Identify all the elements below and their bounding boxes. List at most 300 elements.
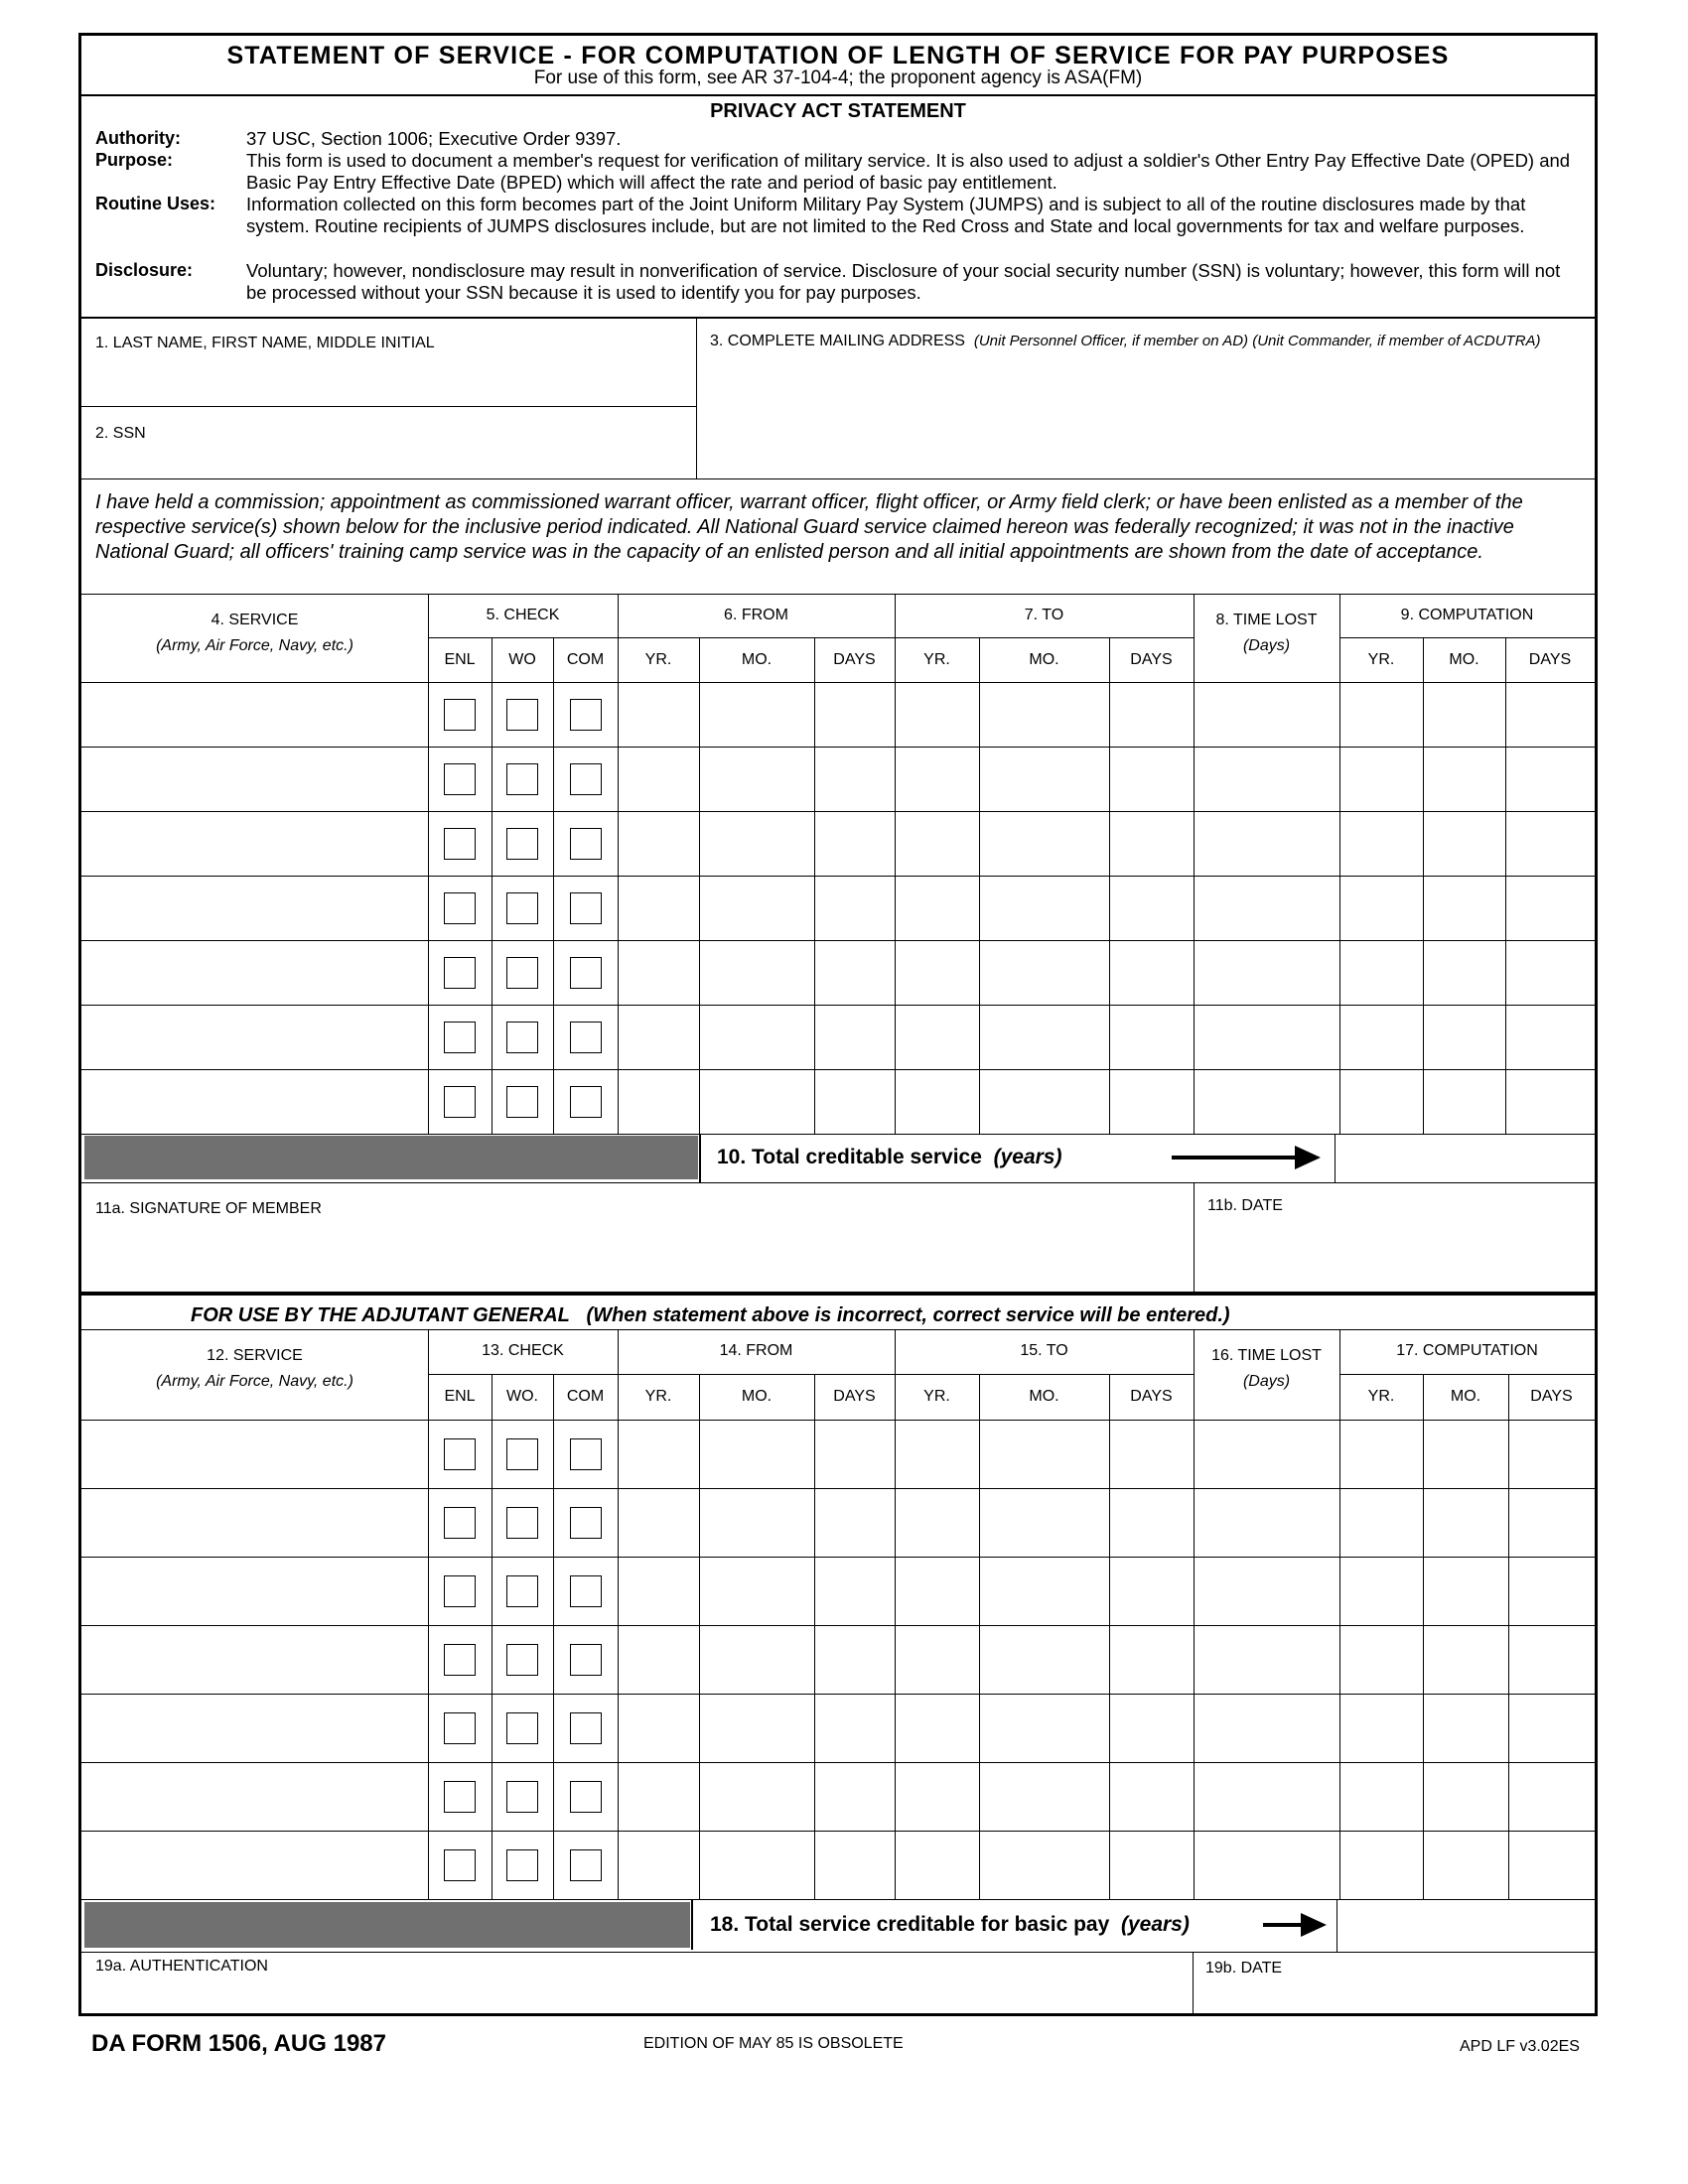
name-input-area[interactable] — [83, 351, 693, 395]
header-divider — [1339, 1374, 1595, 1375]
header-divider — [428, 637, 1194, 638]
from-days-cell[interactable] — [816, 1764, 893, 1829]
comp-mo-cell[interactable] — [1425, 1833, 1506, 1897]
comp-mo-cell[interactable] — [1425, 684, 1503, 745]
time-lost-cell[interactable] — [1196, 1833, 1337, 1897]
wo-checkbox[interactable] — [506, 957, 538, 989]
from-mo-cell[interactable] — [701, 1833, 812, 1897]
yr-header: YR. — [923, 650, 950, 668]
time-lost-cell[interactable] — [1196, 1071, 1337, 1132]
column-divider — [1339, 1329, 1340, 1899]
column-divider — [1423, 637, 1424, 1134]
from-days-cell[interactable] — [816, 1422, 893, 1486]
enl-checkbox[interactable] — [444, 892, 476, 924]
to-yr-cell[interactable] — [897, 1490, 977, 1555]
from-yr-cell[interactable] — [620, 878, 697, 938]
to-yr-cell[interactable] — [897, 1422, 977, 1486]
comp-days-cell[interactable] — [1510, 1627, 1593, 1692]
to-mo-cell[interactable] — [981, 942, 1107, 1003]
from-mo-cell[interactable] — [701, 1422, 812, 1486]
check-header: 5. CHECK — [486, 607, 560, 623]
service-cell[interactable] — [83, 1422, 426, 1486]
time-lost-cell[interactable] — [1196, 749, 1337, 809]
comp-days-cell[interactable] — [1507, 813, 1593, 874]
shaded-block — [84, 1136, 698, 1179]
to-yr-cell[interactable] — [897, 942, 977, 1003]
service-cell[interactable] — [83, 878, 426, 938]
comp-mo-cell[interactable] — [1425, 1490, 1506, 1555]
column-divider — [428, 1329, 429, 1899]
divider — [691, 1900, 693, 1950]
disclosure-label: Disclosure: — [95, 260, 194, 280]
column-divider — [618, 1329, 619, 1899]
from-mo-cell[interactable] — [701, 1696, 812, 1760]
to-header: 7. TO — [1024, 607, 1064, 623]
total-creditable-service-input[interactable] — [1336, 1136, 1591, 1179]
time-lost-cell[interactable] — [1196, 878, 1337, 938]
comp-mo-cell[interactable] — [1425, 1696, 1506, 1760]
divider — [81, 1292, 1595, 1296]
comp-days-cell[interactable] — [1510, 1833, 1593, 1897]
from-mo-cell[interactable] — [701, 1490, 812, 1555]
to-mo-cell[interactable] — [981, 1007, 1107, 1067]
enl-checkbox[interactable] — [444, 1781, 476, 1813]
from-days-cell[interactable] — [816, 1833, 893, 1897]
to-yr-cell[interactable] — [897, 1071, 977, 1132]
to-days-cell[interactable] — [1111, 1490, 1192, 1555]
row-divider — [81, 811, 1595, 812]
time-lost-note: (Days) — [1242, 1373, 1291, 1390]
wo-checkbox[interactable] — [506, 1781, 538, 1813]
enl-checkbox[interactable] — [444, 1507, 476, 1539]
enl-checkbox[interactable] — [444, 1849, 476, 1881]
to-days-cell[interactable] — [1111, 1007, 1192, 1067]
comp-yr-cell[interactable] — [1341, 749, 1421, 809]
mo-header: MO. — [1029, 1388, 1059, 1405]
from-days-cell[interactable] — [816, 942, 893, 1003]
to-mo-cell[interactable] — [981, 749, 1107, 809]
from-days-cell[interactable] — [816, 1490, 893, 1555]
address-input-area[interactable] — [699, 378, 1591, 474]
from-yr-cell[interactable] — [620, 1422, 697, 1486]
wo-checkbox[interactable] — [506, 892, 538, 924]
comp-yr-cell[interactable] — [1341, 1833, 1421, 1897]
wo-header: WO — [508, 650, 536, 668]
from-yr-cell[interactable] — [620, 1696, 697, 1760]
to-mo-cell[interactable] — [981, 1627, 1107, 1692]
privacy-heading: PRIVACY ACT STATEMENT — [710, 100, 966, 122]
from-yr-cell[interactable] — [620, 942, 697, 1003]
comp-mo-cell[interactable] — [1425, 1071, 1503, 1132]
to-yr-cell[interactable] — [897, 684, 977, 745]
comp-days-cell[interactable] — [1510, 1422, 1593, 1486]
comp-mo-cell[interactable] — [1425, 942, 1503, 1003]
time-lost-cell[interactable] — [1196, 1007, 1337, 1067]
mo-header: MO. — [1449, 650, 1479, 668]
to-yr-cell[interactable] — [897, 1007, 977, 1067]
address-label-note: (Unit Personnel Officer, if member on AD) (Unit Commander, if member of ACDUTRA) — [973, 333, 1541, 349]
from-yr-cell[interactable] — [620, 684, 697, 745]
comp-mo-cell[interactable] — [1425, 878, 1503, 938]
com-checkbox[interactable] — [570, 1781, 602, 1813]
to-yr-cell[interactable] — [897, 1833, 977, 1897]
form-subtitle: For use of this form, see AR 37-104-4; the proponent agency is ASA(FM) — [533, 68, 1143, 88]
service-header: 12. SERVICE — [207, 1347, 303, 1364]
comp-days-cell[interactable] — [1507, 1007, 1593, 1067]
column-divider — [979, 637, 980, 1134]
row-divider — [81, 1005, 1595, 1006]
from-days-cell[interactable] — [816, 684, 893, 745]
to-mo-cell[interactable] — [981, 1764, 1107, 1829]
from-mo-cell[interactable] — [701, 942, 812, 1003]
comp-days-cell[interactable] — [1507, 1071, 1593, 1132]
time-lost-header: 16. TIME LOST — [1211, 1347, 1322, 1364]
computation-header: 9. COMPUTATION — [1400, 607, 1534, 623]
com-checkbox[interactable] — [570, 699, 602, 731]
to-days-cell[interactable] — [1111, 878, 1192, 938]
version-note: APD LF v3.02ES — [1460, 2038, 1580, 2055]
time-lost-cell[interactable] — [1196, 813, 1337, 874]
to-mo-cell[interactable] — [981, 1422, 1107, 1486]
from-days-cell[interactable] — [816, 1627, 893, 1692]
com-checkbox[interactable] — [570, 1849, 602, 1881]
to-days-cell[interactable] — [1111, 684, 1192, 745]
from-mo-cell[interactable] — [701, 1627, 812, 1692]
wo-checkbox[interactable] — [506, 1644, 538, 1676]
service-cell[interactable] — [83, 1559, 426, 1623]
from-days-cell[interactable] — [816, 813, 893, 874]
com-header: COM — [566, 1388, 605, 1405]
wo-checkbox[interactable] — [506, 1022, 538, 1053]
from-mo-cell[interactable] — [701, 749, 812, 809]
comp-mo-cell[interactable] — [1425, 749, 1503, 809]
wo-checkbox[interactable] — [506, 1575, 538, 1607]
to-mo-cell[interactable] — [981, 878, 1107, 938]
service-cell[interactable] — [83, 1764, 426, 1829]
to-mo-cell[interactable] — [981, 1559, 1107, 1623]
purpose-text: This form is used to document a member's request for verification of military service. It is also used to adjust a soldier's Other Entry Pay Effective Date (OPED) and Basic Pay Entry Effective Date (BPED) which will affect the rate and period of basic pay entitlement. — [246, 150, 1571, 193]
from-mo-cell[interactable] — [701, 1559, 812, 1623]
enl-checkbox[interactable] — [444, 1022, 476, 1053]
divider — [81, 94, 1595, 96]
service-cell[interactable] — [83, 1627, 426, 1692]
comp-yr-cell[interactable] — [1341, 1071, 1421, 1132]
comp-yr-cell[interactable] — [1341, 1490, 1421, 1555]
enl-checkbox[interactable] — [444, 1712, 476, 1744]
mo-header: MO. — [741, 1388, 773, 1405]
adjutant-date-input[interactable] — [1195, 1976, 1591, 2011]
com-checkbox[interactable] — [570, 1575, 602, 1607]
adjutant-heading-note: (When statement above is incorrect, correct service will be entered.) — [586, 1304, 1230, 1326]
divider — [81, 594, 1595, 595]
wo-checkbox[interactable] — [506, 699, 538, 731]
service-cell[interactable] — [83, 1696, 426, 1760]
adjutant-heading — [191, 1304, 1230, 1327]
com-checkbox[interactable] — [570, 1644, 602, 1676]
address-label-text: 3. COMPLETE MAILING ADDRESS — [710, 333, 965, 349]
enl-checkbox[interactable] — [444, 699, 476, 731]
days-header: DAYS — [1130, 650, 1173, 668]
time-lost-cell[interactable] — [1196, 1627, 1337, 1692]
to-yr-cell[interactable] — [897, 1627, 977, 1692]
comp-yr-cell[interactable] — [1341, 1559, 1421, 1623]
arrow-head-icon — [1295, 1146, 1321, 1169]
wo-checkbox[interactable] — [506, 763, 538, 795]
service-header: 4. SERVICE — [211, 612, 299, 628]
comp-yr-cell[interactable] — [1341, 1696, 1421, 1760]
row-divider — [81, 1069, 1595, 1070]
com-checkbox[interactable] — [570, 1086, 602, 1118]
certification-statement: I have held a commission; appointment as commissioned warrant officer, warrant officer, flight officer, or Army field clerk; or have been enlisted as a member of the respective service(s) shown below for the inclusive period indicated. All National Guard service claimed hereon was federally recognized; it was not in the inactive National Guard; all officers' training camp service was in the capacity of an enlisted person and all initial appointments are shown from the date of acceptance. — [95, 491, 1523, 563]
enl-checkbox[interactable] — [444, 1644, 476, 1676]
column-divider — [699, 637, 700, 1134]
service-cell[interactable] — [83, 942, 426, 1003]
edition-note: EDITION OF MAY 85 IS OBSOLETE — [643, 2035, 904, 2052]
service-note: (Army, Air Force, Navy, etc.) — [156, 1373, 353, 1390]
to-days-cell[interactable] — [1111, 1422, 1192, 1486]
row-divider — [81, 747, 1595, 748]
com-checkbox[interactable] — [570, 1712, 602, 1744]
enl-checkbox[interactable] — [444, 1438, 476, 1470]
divider — [696, 319, 697, 478]
column-divider — [699, 1374, 700, 1899]
divider — [1193, 1952, 1194, 2013]
divider — [81, 1952, 1595, 1953]
arrow-right-icon — [1172, 1156, 1301, 1160]
divider — [81, 1329, 1595, 1330]
comp-days-cell[interactable] — [1510, 1559, 1593, 1623]
to-mo-cell[interactable] — [981, 1490, 1107, 1555]
comp-mo-cell[interactable] — [1425, 813, 1503, 874]
total2-label-text: 18. Total service creditable for basic pay — [710, 1913, 1110, 1936]
comp-yr-cell[interactable] — [1341, 1007, 1421, 1067]
comp-days-cell[interactable] — [1510, 1696, 1593, 1760]
from-days-cell[interactable] — [816, 1559, 893, 1623]
wo-checkbox[interactable] — [506, 1507, 538, 1539]
column-divider — [553, 637, 554, 1134]
from-days-cell[interactable] — [816, 749, 893, 809]
to-days-cell[interactable] — [1111, 1833, 1192, 1897]
comp-days-cell[interactable] — [1507, 942, 1593, 1003]
com-checkbox[interactable] — [570, 1438, 602, 1470]
divider — [81, 317, 1595, 319]
from-yr-cell[interactable] — [620, 1007, 697, 1067]
comp-mo-cell[interactable] — [1425, 1627, 1506, 1692]
to-days-cell[interactable] — [1111, 749, 1192, 809]
time-lost-cell[interactable] — [1196, 1559, 1337, 1623]
comp-days-cell[interactable] — [1510, 1764, 1593, 1829]
wo-checkbox[interactable] — [506, 1086, 538, 1118]
com-checkbox[interactable] — [570, 828, 602, 860]
from-yr-cell[interactable] — [620, 1490, 697, 1555]
comp-days-cell[interactable] — [1510, 1490, 1593, 1555]
to-mo-cell[interactable] — [981, 1696, 1107, 1760]
column-divider — [618, 594, 619, 1134]
form-title: STATEMENT OF SERVICE - FOR COMPUTATION OF LENGTH OF SERVICE FOR PAY PURPOSES — [226, 42, 1450, 69]
column-divider — [1505, 637, 1506, 1134]
from-mo-cell[interactable] — [701, 1007, 812, 1067]
signature-field-label: 11a. SIGNATURE OF MEMBER — [95, 1200, 322, 1217]
comp-mo-cell[interactable] — [1425, 1764, 1506, 1829]
service-cell[interactable] — [83, 813, 426, 874]
from-mo-cell[interactable] — [701, 1071, 812, 1132]
com-checkbox[interactable] — [570, 763, 602, 795]
statement-of-service-form — [78, 33, 1598, 2016]
com-checkbox[interactable] — [570, 957, 602, 989]
to-yr-cell[interactable] — [897, 1559, 977, 1623]
row-divider — [81, 1694, 1595, 1695]
column-divider — [1194, 1329, 1195, 1899]
wo-checkbox[interactable] — [506, 1849, 538, 1881]
from-mo-cell[interactable] — [701, 684, 812, 745]
disclosure-text: Voluntary; however, nondisclosure may result in nonverification of service. Disclosure of your social security number (SSN) is voluntary; however, this form will not be processed without your SSN because it is used to identify you for pay purposes. — [246, 260, 1561, 303]
service-cell[interactable] — [83, 1071, 426, 1132]
from-yr-cell[interactable] — [620, 1833, 697, 1897]
time-lost-cell[interactable] — [1196, 1422, 1337, 1486]
computation-header: 17. COMPUTATION — [1396, 1342, 1538, 1359]
from-header: 6. FROM — [724, 607, 788, 623]
divider — [1336, 1900, 1337, 1952]
signature-input-area[interactable] — [83, 1219, 1192, 1289]
time-lost-note: (Days) — [1242, 637, 1291, 654]
time-lost-cell[interactable] — [1196, 1490, 1337, 1555]
to-days-cell[interactable] — [1111, 942, 1192, 1003]
total-creditable-service-label — [717, 1146, 1061, 1169]
wo-checkbox[interactable] — [506, 1438, 538, 1470]
to-yr-cell[interactable] — [897, 1764, 977, 1829]
to-mo-cell[interactable] — [981, 684, 1107, 745]
to-yr-cell[interactable] — [897, 813, 977, 874]
enl-header: ENL — [444, 1388, 476, 1405]
enl-checkbox[interactable] — [444, 763, 476, 795]
yr-header: YR. — [1367, 1388, 1395, 1405]
authority-text: 37 USC, Section 1006; Executive Order 9397. — [246, 128, 622, 149]
comp-yr-cell[interactable] — [1341, 813, 1421, 874]
time-lost-cell[interactable] — [1196, 1764, 1337, 1829]
authentication-label: 19a. AUTHENTICATION — [95, 1958, 268, 1975]
from-yr-cell[interactable] — [620, 1559, 697, 1623]
to-days-cell[interactable] — [1111, 1559, 1192, 1623]
from-yr-cell[interactable] — [620, 813, 697, 874]
to-days-cell[interactable] — [1111, 813, 1192, 874]
total-label-text: 10. Total creditable service — [717, 1146, 982, 1168]
authentication-input-area[interactable] — [83, 1976, 1190, 2011]
member-date-input[interactable] — [1196, 1219, 1591, 1289]
wo-checkbox[interactable] — [506, 1712, 538, 1744]
to-days-cell[interactable] — [1111, 1071, 1192, 1132]
enl-checkbox[interactable] — [444, 1086, 476, 1118]
time-lost-cell[interactable] — [1196, 942, 1337, 1003]
form-identifier: DA FORM 1506, AUG 1987 — [91, 2030, 386, 2057]
to-days-cell[interactable] — [1111, 1696, 1192, 1760]
member-date-label: 11b. DATE — [1207, 1197, 1283, 1214]
service-cell[interactable] — [83, 749, 426, 809]
row-divider — [81, 1557, 1595, 1558]
adjutant-date-label: 19b. DATE — [1205, 1960, 1283, 1977]
com-checkbox[interactable] — [570, 1507, 602, 1539]
wo-checkbox[interactable] — [506, 828, 538, 860]
to-mo-cell[interactable] — [981, 1071, 1107, 1132]
service-cell[interactable] — [83, 1007, 426, 1067]
from-days-cell[interactable] — [816, 1007, 893, 1067]
comp-yr-cell[interactable] — [1341, 1627, 1421, 1692]
com-checkbox[interactable] — [570, 1022, 602, 1053]
column-divider — [1109, 637, 1110, 1134]
row-divider — [81, 876, 1595, 877]
from-days-cell[interactable] — [816, 1696, 893, 1760]
comp-yr-cell[interactable] — [1341, 942, 1421, 1003]
comp-mo-cell[interactable] — [1425, 1559, 1506, 1623]
yr-header: YR. — [644, 650, 672, 668]
com-header: COM — [566, 650, 605, 668]
days-header: DAYS — [1528, 650, 1572, 668]
to-mo-cell[interactable] — [981, 1833, 1107, 1897]
enl-header: ENL — [444, 650, 476, 668]
row-divider — [81, 1488, 1595, 1489]
authority-label: Authority: — [95, 128, 181, 148]
column-divider — [814, 1374, 815, 1899]
total-basic-pay-label — [710, 1913, 1190, 1937]
time-lost-cell[interactable] — [1196, 1696, 1337, 1760]
from-mo-cell[interactable] — [701, 813, 812, 874]
enl-checkbox[interactable] — [444, 1575, 476, 1607]
ssn-field-label: 2. SSN — [95, 425, 146, 442]
divider — [81, 478, 1595, 479]
from-yr-cell[interactable] — [620, 1627, 697, 1692]
comp-mo-cell[interactable] — [1425, 1422, 1506, 1486]
to-mo-cell[interactable] — [981, 813, 1107, 874]
from-yr-cell[interactable] — [620, 1071, 697, 1132]
service-cell[interactable] — [83, 684, 426, 745]
service-note: (Army, Air Force, Navy, etc.) — [156, 637, 353, 654]
column-divider — [1109, 1374, 1110, 1899]
comp-yr-cell[interactable] — [1341, 684, 1421, 745]
purpose-label: Purpose: — [95, 150, 174, 170]
to-days-cell[interactable] — [1111, 1764, 1192, 1829]
enl-checkbox[interactable] — [444, 957, 476, 989]
comp-yr-cell[interactable] — [1341, 878, 1421, 938]
comp-days-cell[interactable] — [1507, 749, 1593, 809]
time-lost-header: 8. TIME LOST — [1215, 612, 1318, 628]
service-cell[interactable] — [83, 1490, 426, 1555]
comp-days-cell[interactable] — [1507, 684, 1593, 745]
total-basic-pay-input[interactable] — [1338, 1902, 1591, 1948]
from-yr-cell[interactable] — [620, 749, 697, 809]
ssn-input-area[interactable] — [83, 441, 693, 475]
from-days-cell[interactable] — [816, 1071, 893, 1132]
from-days-cell[interactable] — [816, 878, 893, 938]
row-divider — [81, 1899, 1595, 1900]
enl-checkbox[interactable] — [444, 828, 476, 860]
to-yr-cell[interactable] — [897, 749, 977, 809]
to-days-cell[interactable] — [1111, 1627, 1192, 1692]
adjutant-heading-text: FOR USE BY THE ADJUTANT GENERAL — [191, 1304, 570, 1326]
comp-days-cell[interactable] — [1507, 878, 1593, 938]
arrow-right-icon — [1263, 1923, 1305, 1927]
from-yr-cell[interactable] — [620, 1764, 697, 1829]
service-cell[interactable] — [83, 1833, 426, 1897]
comp-yr-cell[interactable] — [1341, 1764, 1421, 1829]
to-yr-cell[interactable] — [897, 1696, 977, 1760]
comp-yr-cell[interactable] — [1341, 1422, 1421, 1486]
from-mo-cell[interactable] — [701, 1764, 812, 1829]
from-mo-cell[interactable] — [701, 878, 812, 938]
comp-mo-cell[interactable] — [1425, 1007, 1503, 1067]
com-checkbox[interactable] — [570, 892, 602, 924]
to-yr-cell[interactable] — [897, 878, 977, 938]
time-lost-cell[interactable] — [1196, 684, 1337, 745]
column-divider — [1194, 594, 1195, 1134]
